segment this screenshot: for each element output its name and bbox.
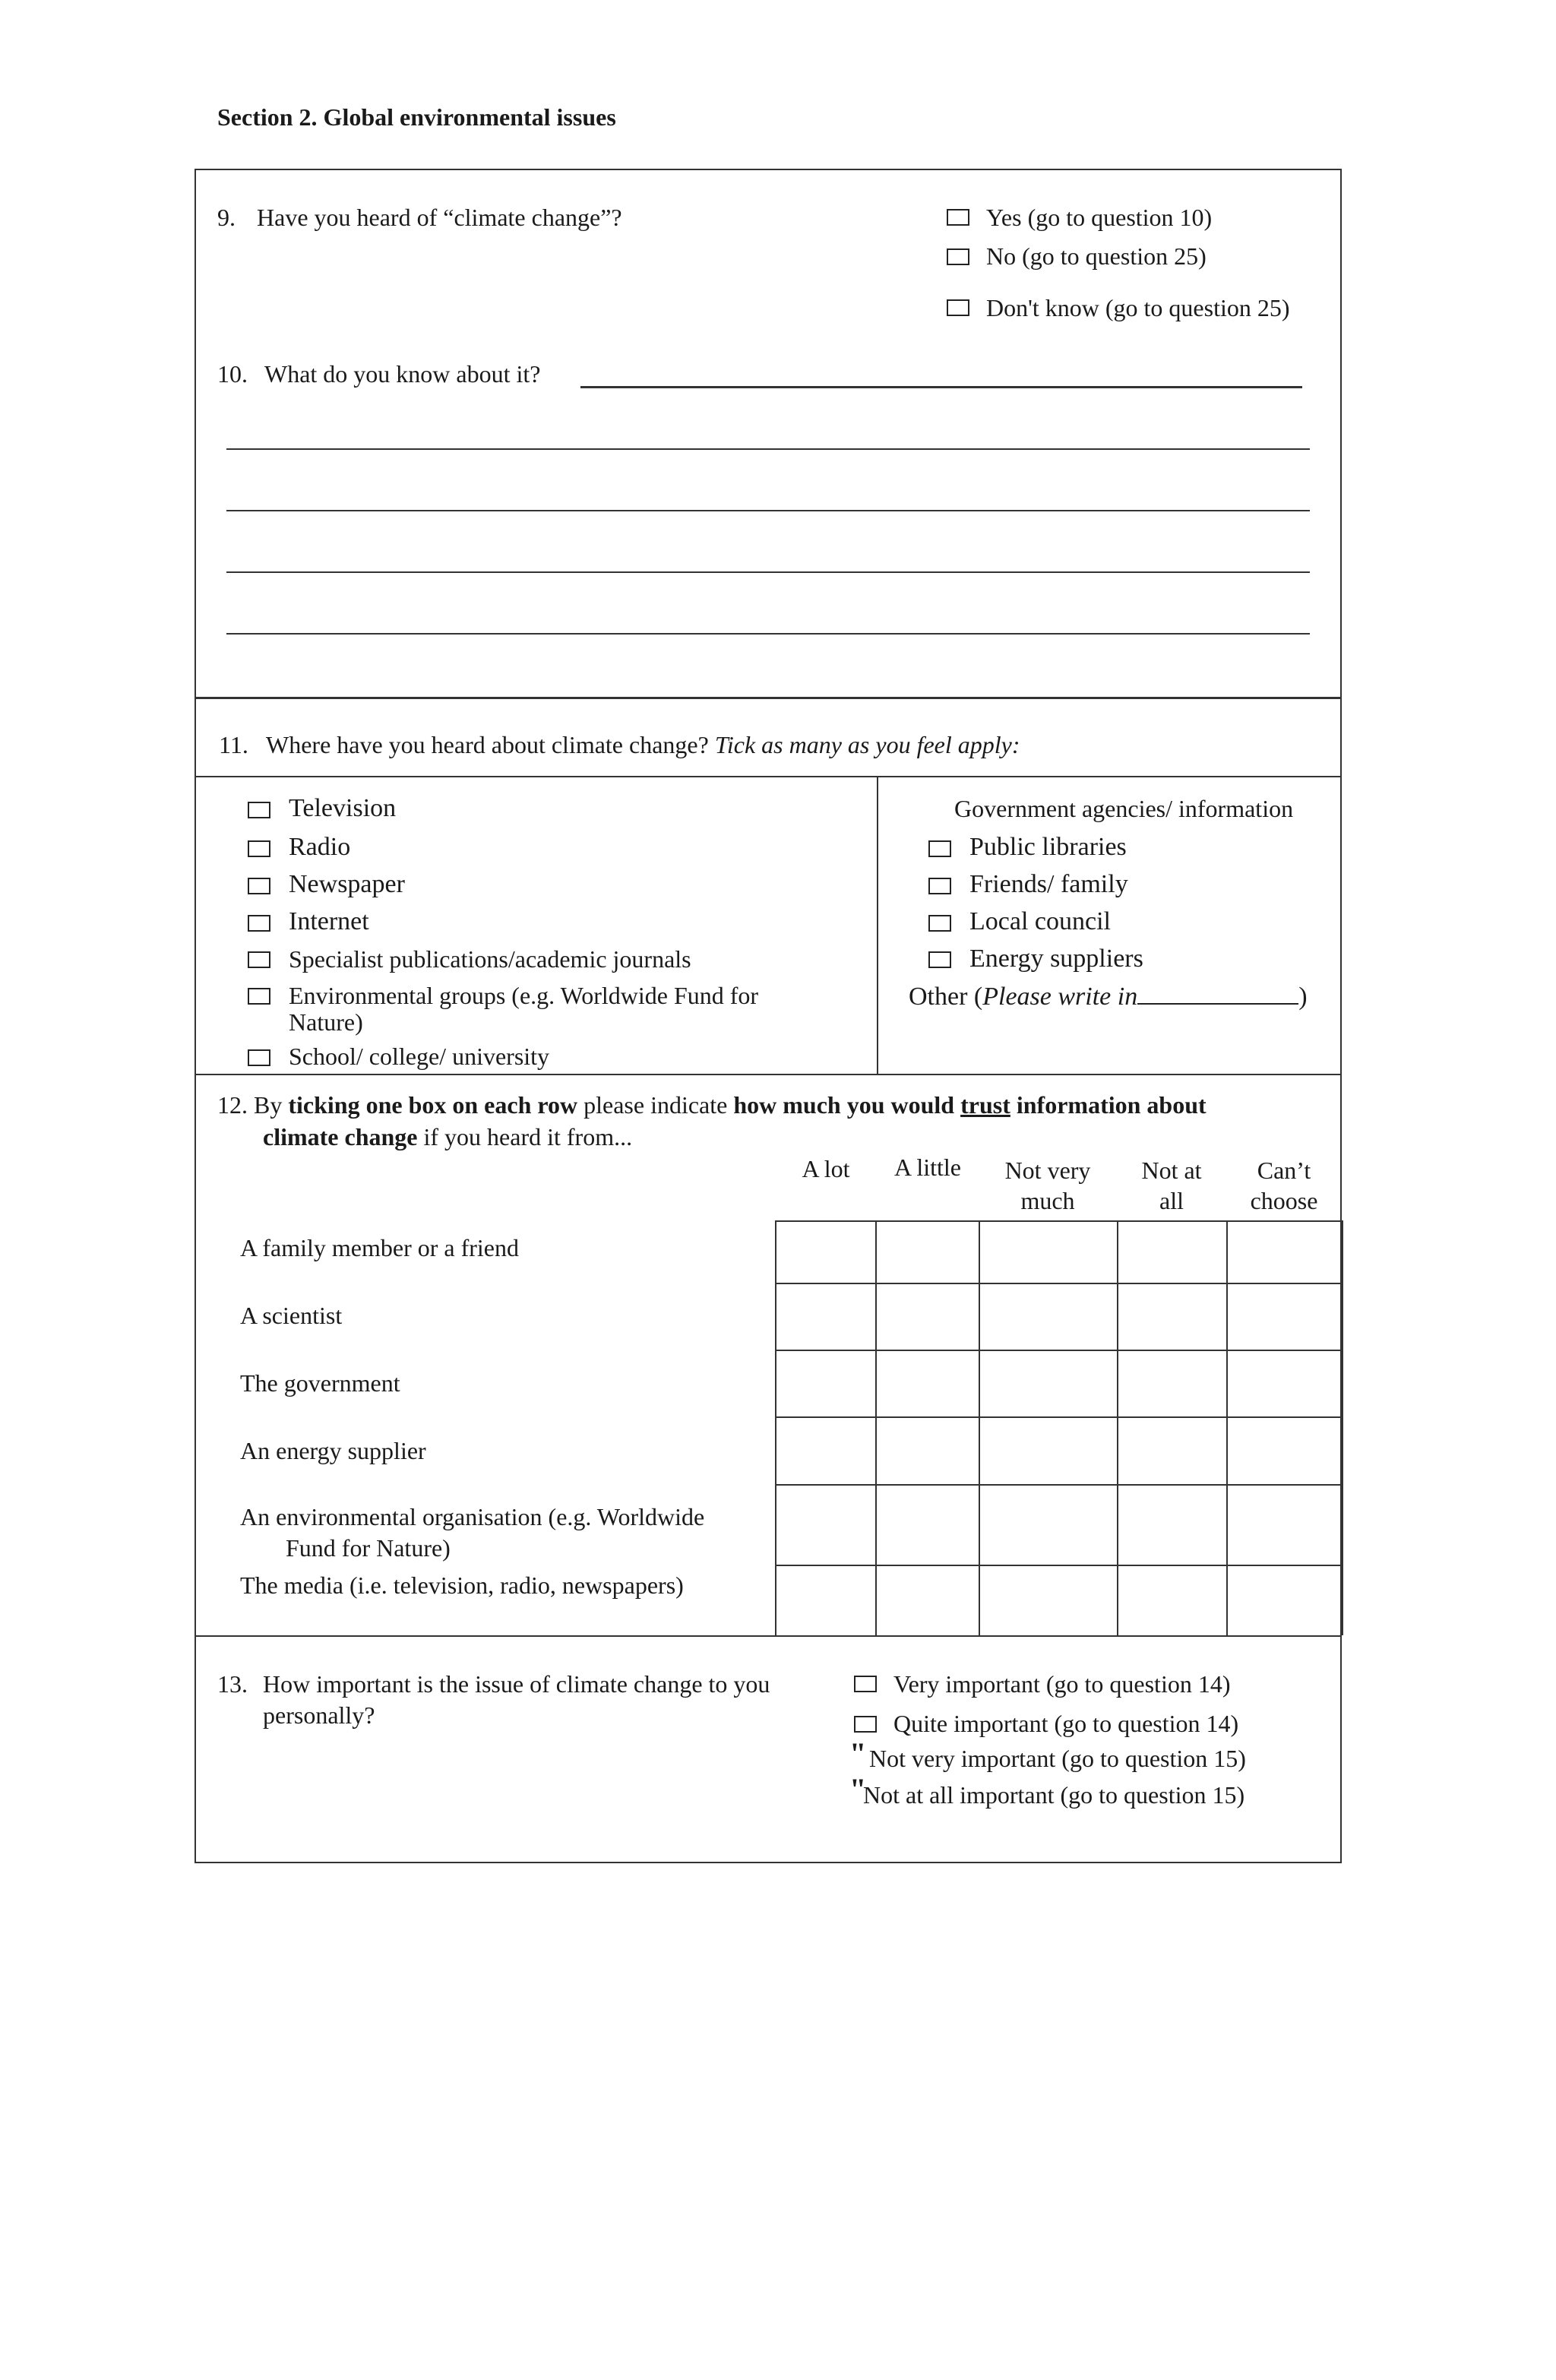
q11-environmental-groups-checkbox[interactable] (248, 988, 270, 1005)
q12-mid-text: please indicate (584, 1091, 728, 1119)
q12-cell-row5-not-very-much[interactable] (980, 1486, 1117, 1565)
q12-cell-row3-a-lot[interactable] (776, 1351, 875, 1416)
q12-cell-row5-cant-choose[interactable] (1228, 1486, 1342, 1565)
q11-local-council-checkbox[interactable] (928, 915, 951, 932)
q13-not-at-all-quote-mark[interactable]: " (849, 1772, 867, 1806)
q9-dont-know-checkbox[interactable] (947, 299, 969, 316)
q11-television-checkbox[interactable] (248, 802, 270, 818)
q11-other-instruction: Please write in (982, 983, 1138, 1011)
section-title: Section 2. Global environmental issues (217, 103, 616, 131)
q11-school-checkbox[interactable] (248, 1049, 270, 1066)
q10-answer-line-3[interactable] (226, 510, 1310, 511)
q13-question-line1: How important is the issue of climate change to you (263, 1670, 770, 1698)
q12-cell-row3-not-very-much[interactable] (980, 1351, 1117, 1416)
q13-very-important-checkbox[interactable] (854, 1676, 877, 1692)
q9-yes-checkbox[interactable] (947, 209, 969, 226)
q12-col-header-a-lot: A lot (802, 1155, 850, 1182)
q12-col-header-not-very: Not very (1004, 1157, 1091, 1184)
q11-government-label: Government agencies/ information (954, 795, 1294, 822)
q12-line2-rest: if you heard it from... (423, 1123, 633, 1150)
q12-row-label-scientist: A scientist (240, 1302, 343, 1329)
q12-cell-row4-cant-choose[interactable] (1228, 1418, 1342, 1484)
q11-energy-suppliers-label: Energy suppliers (969, 945, 1143, 973)
q11-friends-family-label: Friends/ family (969, 870, 1128, 898)
q12-cell-row5-not-at-all[interactable] (1118, 1486, 1226, 1565)
q11-internet-label: Internet (289, 907, 369, 935)
q12-cell-row6-a-little[interactable] (877, 1566, 979, 1635)
q9-number: 9. (217, 204, 236, 231)
q12-q13-divider (194, 1635, 1342, 1637)
q12-question-line2 (263, 1122, 632, 1152)
q12-bold-ticking: ticking one box on each row (288, 1091, 578, 1119)
q12-col-header-all: all (1159, 1187, 1184, 1214)
q12-cell-row2-a-lot[interactable] (776, 1284, 875, 1350)
q12-cell-row4-not-very-much[interactable] (980, 1418, 1117, 1484)
q11-other-label (909, 980, 1308, 1012)
q10-answer-line-4[interactable] (226, 571, 1310, 573)
q12-bold-information: information about (1016, 1091, 1207, 1119)
q12-row-label-environmental-org-cont: Fund for Nature) (286, 1534, 451, 1562)
q9-yes-label: Yes (go to question 10) (986, 204, 1213, 231)
q11-number: 11. (219, 731, 248, 758)
q10-number: 10. (217, 360, 248, 388)
q11-environmental-groups-label: Environmental groups (e.g. Worldwide Fund for (289, 982, 759, 1009)
q12-row-label-media: The media (i.e. television, radio, newspapers) (240, 1571, 684, 1599)
q13-not-very-quote-mark[interactable]: " (849, 1736, 867, 1771)
q9-dont-know-label: Don't know (go to question 25) (986, 294, 1290, 321)
q12-cell-row1-not-very-much[interactable] (980, 1222, 1117, 1283)
q11-friends-family-checkbox[interactable] (928, 878, 951, 894)
q9-question: Have you heard of “climate change”? (257, 204, 622, 231)
q12-cell-row2-a-little[interactable] (877, 1284, 979, 1350)
q9-no-label: No (go to question 25) (986, 242, 1207, 270)
q11-television-label: Television (289, 794, 397, 822)
q12-cell-row6-a-lot[interactable] (776, 1566, 875, 1635)
q11-local-council-label: Local council (969, 907, 1111, 935)
q10-question: What do you know about it? (264, 360, 541, 388)
q13-very-important-label: Very important (go to question 14) (893, 1670, 1231, 1698)
q12-row-label-energy-supplier: An energy supplier (240, 1437, 426, 1464)
q12-cell-row3-cant-choose[interactable] (1228, 1351, 1342, 1416)
q12-cell-row4-a-little[interactable] (877, 1418, 979, 1484)
q13-quite-important-checkbox[interactable] (854, 1716, 877, 1733)
q11-public-libraries-checkbox[interactable] (928, 840, 951, 857)
q11-other-write-in-line[interactable] (1137, 980, 1298, 1005)
q12-number: 12. By (217, 1091, 283, 1119)
q12-bold-how-much: how much you would (733, 1091, 955, 1119)
q13-not-very-important-label: Not very important (go to question 15) (869, 1745, 1246, 1772)
q11-question (266, 730, 1020, 760)
q12-bold-trust: trust (960, 1091, 1010, 1119)
q12-cell-row4-not-at-all[interactable] (1118, 1418, 1226, 1484)
q12-cell-row2-not-very-much[interactable] (980, 1284, 1117, 1350)
q11-other-suffix: ) (1298, 983, 1308, 1011)
q12-cell-row1-a-lot[interactable] (776, 1222, 875, 1283)
q11-environmental-groups-label-cont: Nature) (289, 1008, 363, 1036)
q12-col-header-much: much (1020, 1187, 1075, 1214)
q10-answer-line-5[interactable] (226, 633, 1310, 635)
q11-internet-checkbox[interactable] (248, 915, 270, 932)
q11-radio-label: Radio (289, 833, 351, 861)
q13-question-line2: personally? (263, 1701, 375, 1729)
q12-row-label-environmental-org: An environmental organisation (e.g. Worldwide (240, 1503, 705, 1530)
q10-answer-line-2[interactable] (226, 448, 1310, 450)
q12-cell-row5-a-little[interactable] (877, 1486, 979, 1565)
q11-newspaper-label: Newspaper (289, 870, 405, 898)
q13-number: 13. (217, 1670, 248, 1698)
q11-radio-checkbox[interactable] (248, 840, 270, 857)
q11-instruction: Tick as many as you feel apply: (714, 731, 1020, 758)
q12-col-header-cant: Can’t (1257, 1157, 1311, 1184)
q11-specialist-label: Specialist publications/academic journals (289, 945, 691, 973)
q11-school-label: School/ college/ university (289, 1043, 550, 1070)
q12-row-label-family: A family member or a friend (240, 1234, 519, 1261)
q11-newspaper-checkbox[interactable] (248, 878, 270, 894)
q12-cell-row4-a-lot[interactable] (776, 1418, 875, 1484)
q12-cell-row2-cant-choose[interactable] (1228, 1284, 1342, 1350)
q11-question-text: Where have you heard about climate change? (266, 731, 709, 758)
q12-cell-row5-a-lot[interactable] (776, 1486, 875, 1565)
q11-header-divider (194, 776, 1342, 777)
q12-cell-row1-cant-choose[interactable] (1228, 1222, 1342, 1283)
q9-no-checkbox[interactable] (947, 248, 969, 265)
q12-col-header-choose: choose (1250, 1187, 1318, 1214)
q12-bold-climate-change: climate change (263, 1123, 418, 1150)
q12-cell-row3-not-at-all[interactable] (1118, 1351, 1226, 1416)
q11-other-prefix: Other ( (909, 983, 983, 1011)
q12-grid-vline (1342, 1220, 1343, 1635)
q12-cell-row1-a-little[interactable] (877, 1222, 979, 1283)
q13-quite-important-label: Quite important (go to question 14) (893, 1710, 1239, 1737)
q12-cell-row3-a-little[interactable] (877, 1351, 979, 1416)
q12-question-line1 (217, 1090, 1207, 1120)
q12-cell-row6-not-at-all[interactable] (1118, 1566, 1226, 1635)
q12-col-header-not-at: Not at (1141, 1157, 1202, 1184)
q12-cell-row6-not-very-much[interactable] (980, 1566, 1117, 1635)
q13-not-at-all-important-label: Not at all important (go to question 15) (863, 1781, 1245, 1809)
q12-cell-row1-not-at-all[interactable] (1118, 1222, 1226, 1283)
q11-specialist-checkbox[interactable] (248, 951, 270, 968)
q10-answer-line-1[interactable] (580, 386, 1302, 388)
q12-col-header-a-little: A little (894, 1154, 961, 1181)
q12-row-label-government: The government (240, 1369, 400, 1397)
q12-cell-row6-cant-choose[interactable] (1228, 1566, 1342, 1635)
q11-column-divider (877, 776, 878, 1075)
q11-energy-suppliers-checkbox[interactable] (928, 951, 951, 968)
q12-cell-row2-not-at-all[interactable] (1118, 1284, 1226, 1350)
q11-public-libraries-label: Public libraries (969, 833, 1127, 861)
